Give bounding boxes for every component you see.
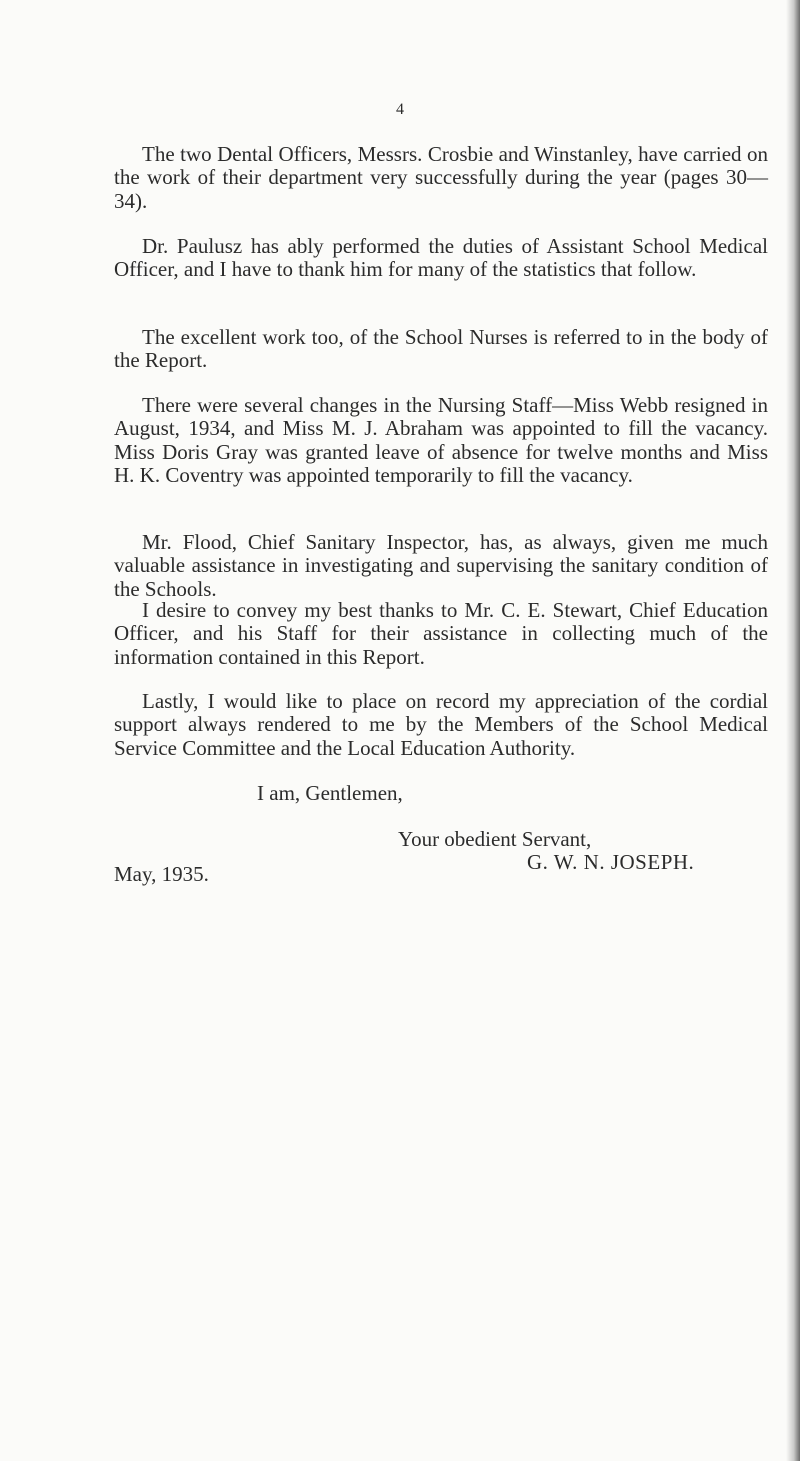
closing: Your obedient Servant, <box>398 827 592 851</box>
date: May, 1935. <box>114 862 209 886</box>
paragraph-nursing-staff-changes: There were several changes in the Nursing Staff—Miss Webb resigned in August, 1934, and Miss M. J. Abraham was appointed to fill the vacancy. Miss Doris Gray was granted leave of absence for twelve months and Miss H. K. Coventry was appointed temporarily to fill the vacancy. <box>114 393 768 487</box>
paragraph-assistant-medical-officer: Dr. Paulusz has ably performed the duties of Assistant School Medical Officer, and I have to thank him for many of the statistics that follow. <box>114 234 768 282</box>
paragraph-education-officer-thanks: I desire to convey my best thanks to Mr. C. E. Stewart, Chief Education Officer, and his Staff for their assistance in collecting much of the information contained in this Report. <box>114 598 768 669</box>
salutation: I am, Gentlemen, <box>257 781 403 805</box>
page-number: 4 <box>396 101 404 118</box>
paragraph-committee-appreciation: Lastly, I would like to place on record my appreciation of the cordial support always rendered to me by the Members of the School Medical Service Committee and the Local Education Authority. <box>114 689 768 760</box>
paragraph-sanitary-inspector: Mr. Flood, Chief Sanitary Inspector, has, as always, given me much valuable assistance in investigating and supervising the sanitary condition of the Schools. <box>114 530 768 601</box>
paragraph-school-nurses: The excellent work too, of the School Nurses is referred to in the body of the Report. <box>114 325 768 373</box>
page-edge-shadow <box>786 0 800 1461</box>
signature: G. W. N. JOSEPH. <box>527 850 695 874</box>
paragraph-dental-officers: The two Dental Officers, Messrs. Crosbie and Winstanley, have carried on the work of their department very successfully during the year (pages 30—34). <box>114 142 768 213</box>
